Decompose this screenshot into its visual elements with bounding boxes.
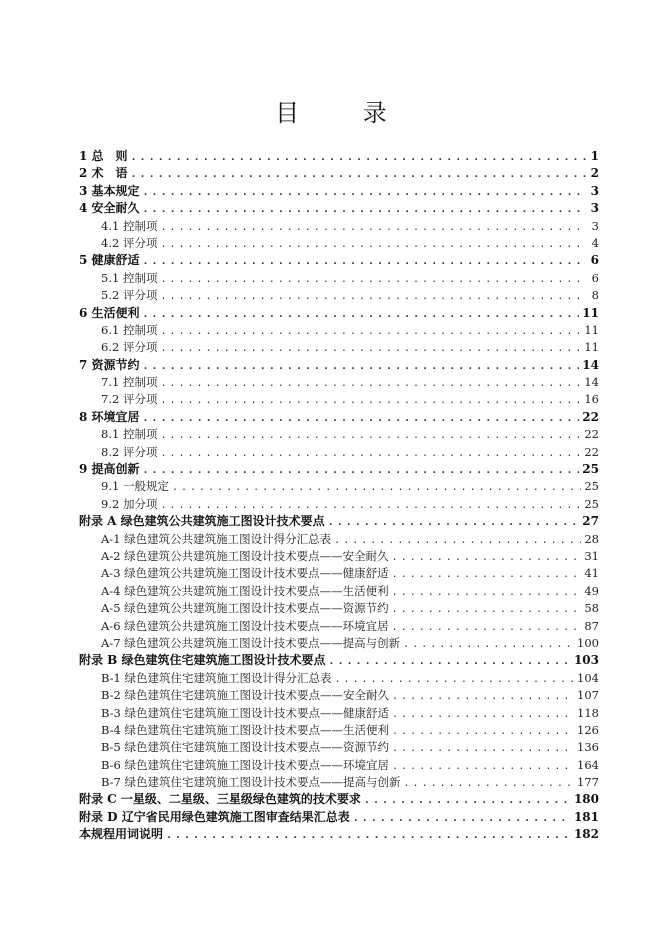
toc-page-number: 136	[577, 740, 599, 755]
toc-page-number: 27	[582, 514, 599, 529]
toc-page-number: 25	[584, 479, 599, 494]
toc-page-number: 104	[577, 670, 599, 685]
dot-leader	[392, 619, 582, 635]
dot-leader	[392, 706, 574, 722]
dot-leader	[160, 497, 581, 513]
toc-entry-label: A-7 绿色建筑公共建筑施工图设计技术要点——提高与创新	[101, 635, 401, 650]
dot-leader	[392, 688, 574, 704]
dot-leader	[131, 149, 586, 165]
toc-section-entry[interactable]	[79, 757, 599, 774]
toc-page-number: 3	[591, 218, 599, 233]
toc-chapter-entry[interactable]	[79, 809, 599, 826]
toc-entry-label: 6.2 评分项	[101, 340, 158, 355]
toc-entry-label: 9.1 一般规定	[101, 479, 169, 494]
toc-page-number: 16	[584, 392, 599, 407]
toc-section-entry[interactable]	[79, 548, 599, 565]
toc-page-number: 177	[577, 775, 599, 790]
dot-leader	[160, 219, 586, 235]
toc-section-entry[interactable]	[79, 583, 599, 600]
toc-page-number: 100	[577, 635, 599, 650]
toc-page-number: 8	[591, 288, 599, 303]
dot-leader	[160, 392, 581, 408]
dot-leader	[160, 236, 586, 252]
toc-page-number: 58	[584, 601, 599, 616]
toc-entry-label: 5.1 控制项	[101, 270, 158, 285]
toc-entry-label: 5.2 评分项	[101, 288, 158, 303]
toc-entry-label: A-2 绿色建筑公共建筑施工图设计技术要点——安全耐久	[101, 548, 389, 563]
toc-entry-label: B-6 绿色建筑住宅建筑施工图设计技术要点——环境宜居	[101, 757, 390, 772]
toc-section-entry[interactable]	[79, 426, 599, 443]
toc-page-number: 31	[584, 548, 599, 563]
toc-page-number: 6	[591, 270, 599, 285]
toc-page-number: 11	[582, 305, 599, 320]
dot-leader	[143, 184, 586, 200]
toc-entry-label: 4 安全耐久	[79, 201, 140, 216]
dot-leader	[392, 758, 574, 774]
toc-section-entry[interactable]	[79, 670, 599, 687]
dot-leader	[403, 636, 574, 652]
toc-chapter-entry[interactable]	[79, 357, 599, 374]
dot-leader	[160, 288, 586, 304]
toc-entry-label: 8.2 评分项	[101, 444, 158, 459]
toc-page-number: 4	[591, 235, 599, 250]
toc-page-number: 181	[573, 809, 599, 824]
toc-entry-label: 2 术 语	[79, 166, 128, 181]
toc-chapter-entry[interactable]	[79, 252, 599, 269]
toc-section-entry[interactable]	[79, 322, 599, 339]
toc-chapter-entry[interactable]	[79, 305, 599, 322]
toc-section-entry[interactable]	[79, 496, 599, 513]
toc-section-entry[interactable]	[79, 444, 599, 461]
dot-leader	[392, 566, 582, 582]
toc-page-number: 22	[584, 427, 599, 442]
toc-entry-label: 附录 A 绿色建筑公共建筑施工图设计技术要点	[79, 514, 325, 529]
toc-entry-label: 9 提高创新	[79, 462, 140, 477]
dot-leader	[160, 323, 581, 339]
toc-page-number: 25	[582, 462, 599, 477]
toc-page-number: 164	[577, 757, 599, 772]
toc-chapter-entry[interactable]	[79, 826, 599, 843]
toc-page-number: 182	[573, 827, 599, 842]
toc-entry-label: 3 基本规定	[79, 183, 140, 198]
dot-leader	[143, 462, 580, 478]
toc-chapter-entry[interactable]	[79, 409, 599, 426]
toc-entry-label: 4.1 控制项	[101, 218, 158, 233]
dot-leader	[143, 253, 586, 269]
toc-page-number: 126	[577, 722, 599, 737]
toc-entry-label: B-4 绿色建筑住宅建筑施工图设计技术要点——生活便利	[101, 722, 390, 737]
toc-entry-label: 附录 D 辽宁省民用绿色建筑施工图审查结果汇总表	[79, 809, 350, 824]
toc-page-number: 3	[590, 201, 599, 216]
toc-entry-label: 8 环境宜居	[79, 409, 140, 424]
toc-entry-label: A-6 绿色建筑公共建筑施工图设计技术要点——环境宜居	[101, 618, 389, 633]
toc-page-number: 22	[584, 444, 599, 459]
toc-section-entry[interactable]	[79, 339, 599, 356]
toc-entry-label: 附录 C 一星级、二星级、三星级绿色建筑的技术要求	[79, 792, 361, 807]
dot-leader	[143, 306, 580, 322]
toc-entry-label: B-7 绿色建筑住宅建筑施工图设计技术要点——提高与创新	[101, 775, 401, 790]
toc-entry-label: 1 总 则	[79, 149, 128, 163]
toc-page-number: 118	[577, 705, 599, 720]
toc-section-entry[interactable]	[79, 774, 599, 791]
dot-leader	[353, 810, 571, 826]
toc-page-number: 1	[590, 149, 599, 163]
toc-section-entry[interactable]	[79, 391, 599, 408]
dot-leader	[160, 271, 586, 287]
toc-chapter-entry[interactable]	[79, 791, 599, 808]
toc-entry-label: B-3 绿色建筑住宅建筑施工图设计技术要点——健康舒适	[101, 705, 390, 720]
dot-leader	[172, 479, 581, 495]
table-of-contents	[79, 148, 599, 844]
dot-leader	[392, 584, 582, 600]
toc-page-number: 14	[582, 357, 599, 372]
toc-entry-label: 6 生活便利	[79, 305, 140, 320]
toc-chapter-entry[interactable]	[79, 461, 599, 478]
toc-section-entry[interactable]	[79, 705, 599, 722]
dot-leader	[329, 653, 571, 669]
toc-section-entry[interactable]	[79, 531, 599, 548]
dot-leader	[160, 445, 581, 461]
toc-entry-label: 7 资源节约	[79, 357, 140, 372]
toc-page-number: 180	[573, 792, 599, 807]
dot-leader	[328, 514, 580, 530]
toc-page-number: 87	[584, 618, 599, 633]
toc-page-number: 2	[590, 166, 599, 181]
toc-entry-label: B-5 绿色建筑住宅建筑施工图设计技术要点——资源节约	[101, 740, 390, 755]
toc-entry-label: B-2 绿色建筑住宅建筑施工图设计技术要点——安全耐久	[101, 688, 390, 703]
dot-leader	[392, 549, 582, 565]
toc-chapter-entry[interactable]	[79, 200, 599, 217]
dot-leader	[131, 166, 586, 182]
dot-leader	[334, 532, 581, 548]
toc-chapter-entry[interactable]	[79, 148, 599, 165]
toc-chapter-entry[interactable]	[79, 165, 599, 182]
dot-leader	[392, 723, 574, 739]
toc-entry-label: A-3 绿色建筑公共建筑施工图设计技术要点——健康舒适	[101, 566, 389, 581]
dot-leader	[143, 410, 580, 426]
toc-page-number: 11	[584, 322, 599, 337]
toc-entry-label: A-5 绿色建筑公共建筑施工图设计技术要点——资源节约	[101, 601, 389, 616]
toc-entry-label: 9.2 加分项	[101, 496, 158, 511]
toc-section-entry[interactable]	[79, 374, 599, 391]
toc-section-entry[interactable]	[79, 635, 599, 652]
toc-entry-label: B-1 绿色建筑住宅建筑施工图设计得分汇总表	[101, 670, 332, 685]
toc-chapter-entry[interactable]	[79, 652, 599, 669]
toc-entry-label: 7.1 控制项	[101, 375, 158, 390]
dot-leader	[160, 427, 581, 443]
toc-chapter-entry[interactable]	[79, 183, 599, 200]
toc-section-entry[interactable]	[79, 218, 599, 235]
dot-leader	[143, 201, 586, 217]
toc-section-entry[interactable]	[79, 478, 599, 495]
dot-leader	[392, 740, 574, 756]
toc-page-number: 41	[584, 566, 599, 581]
toc-section-entry[interactable]	[79, 687, 599, 704]
dot-leader	[335, 671, 575, 687]
toc-section-entry[interactable]	[79, 600, 599, 617]
dot-leader	[166, 827, 571, 843]
toc-entry-label: 本规程用词说明	[79, 827, 164, 842]
dot-leader	[392, 601, 582, 617]
toc-section-entry[interactable]	[79, 739, 599, 756]
toc-chapter-entry[interactable]	[79, 513, 599, 530]
page-title: 目 录	[275, 99, 415, 127]
dot-leader	[143, 358, 580, 374]
toc-page-number: 28	[584, 531, 599, 546]
toc-entry-label: 5 健康舒适	[79, 253, 140, 268]
toc-page-number: 3	[590, 183, 599, 198]
dot-leader	[160, 340, 581, 356]
toc-page-number: 107	[577, 688, 599, 703]
toc-entry-label: 6.1 控制项	[101, 322, 158, 337]
toc-entry-label: 4.2 评分项	[101, 235, 158, 250]
dot-leader	[404, 775, 575, 791]
toc-page-number: 11	[584, 340, 599, 355]
dot-leader	[364, 792, 571, 808]
toc-page-number: 103	[573, 653, 599, 668]
toc-entry-label: A-4 绿色建筑公共建筑施工图设计技术要点——生活便利	[101, 583, 389, 598]
toc-page-number: 14	[584, 375, 599, 390]
dot-leader	[160, 375, 581, 391]
toc-page-number: 6	[590, 253, 599, 268]
toc-entry-label: A-1 绿色建筑公共建筑施工图设计得分汇总表	[101, 531, 332, 546]
toc-section-entry[interactable]	[79, 235, 599, 252]
toc-section-entry[interactable]	[79, 722, 599, 739]
toc-page-number: 22	[582, 409, 599, 424]
toc-page-number: 25	[584, 496, 599, 511]
toc-page-number: 49	[584, 583, 599, 598]
toc-section-entry[interactable]	[79, 287, 599, 304]
toc-section-entry[interactable]	[79, 565, 599, 582]
toc-entry-label: 8.1 控制项	[101, 427, 158, 442]
toc-entry-label: 附录 B 绿色建筑住宅建筑施工图设计技术要点	[79, 653, 326, 668]
toc-entry-label: 7.2 评分项	[101, 392, 158, 407]
toc-section-entry[interactable]	[79, 270, 599, 287]
toc-section-entry[interactable]	[79, 618, 599, 635]
